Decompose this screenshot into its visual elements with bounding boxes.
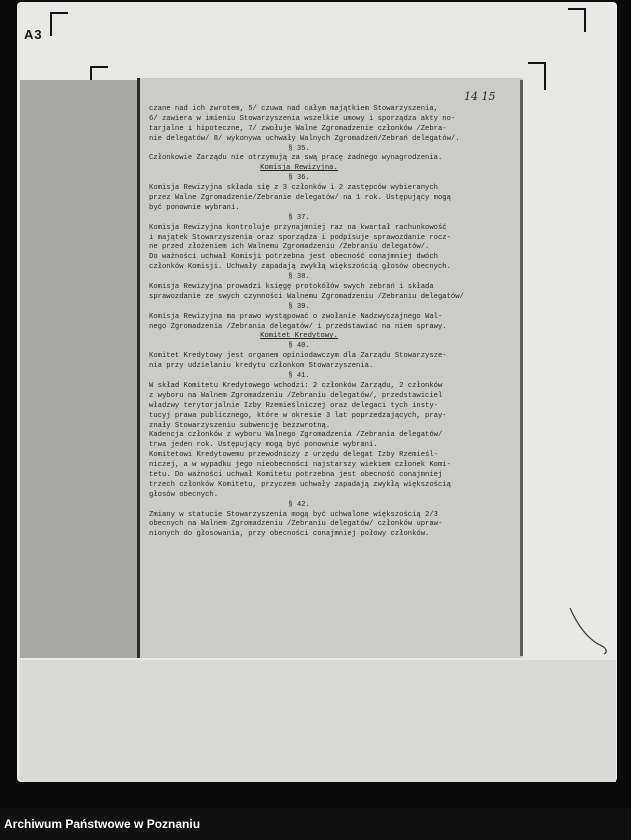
text-line: i majątek Stowarzyszenia oraz sporządza i podpisuje sprawozdanie rocz-: [149, 233, 451, 242]
text-line: członków Komisji. Uchwały zapadają zwykłą większością głosów obecnych.: [149, 263, 451, 272]
text-line: Członkowie Zarządu nie otrzymują za swą pracę żadnego wynagrodzenia.: [149, 154, 443, 163]
text-line: władzwy terytorjalnie Izby Rzemieślniczej oraz delegaci tych insty-: [149, 401, 438, 410]
text-line: tucyj prawa publicznego, które w okresie 3 lat poprzedzających, pray-: [149, 411, 447, 420]
text-line: Komitetowi Kredytowemu przewodniczy z urzędu delegat Izby Rzemieśl-: [149, 451, 438, 460]
text-line: tetu. Do ważności uchwał Komitetu potrzebna jest obecność conajmniej: [149, 470, 443, 479]
text-line: przez Walne Zgromadzenie/Zebranie delegatów/ na 1 rok. Ustępujący mogą: [149, 194, 451, 203]
text-line: czane nad ich zwrotem, 5/ czuwa nad całym majątkiem Stowarzyszenia,: [149, 105, 438, 113]
text-line: W skład Komitetu Kredytowego wchodzi: 2 członków Zarządu, 2 członków: [149, 381, 443, 390]
section-heading: [149, 332, 449, 342]
text-line: głosów obecnych.: [149, 490, 219, 499]
section-number: § 35.: [288, 144, 310, 153]
page-number: 14 15: [464, 90, 496, 103]
text-line: sprawozdanie ze swych czynności Walnemu Zgromadzeniu /Zebraniu delegatów/: [149, 292, 464, 301]
corner-mark-top-right: [568, 8, 586, 32]
left-page-shadow: [20, 80, 138, 658]
corner-mark-sheet-left: [90, 66, 108, 80]
frame-label: A3: [24, 27, 43, 42]
corner-mark-sheet-right: [528, 62, 546, 90]
heading-komisja-rewizyjna: Komisja Rewizyjna.: [260, 164, 338, 173]
text-line: 6/ zawiera w imieniu Stowarzyszenia wszelkie umowy i sporządza akty no-: [149, 114, 456, 123]
text-line: z wyboru na Walnem Zgromadzeniu /Zebraniu delegatów/, przedstawiciel: [149, 391, 443, 400]
heading-komitet-kredytowy: Komitet Kredytowy.: [260, 332, 338, 341]
text-line: Komisja Rewizyjna prowadzi księgę protokółów swych zebrań i składa: [149, 283, 434, 292]
text-line: trwa jeden rok. Ustępujący mogą być ponownie wybrani.: [149, 441, 378, 450]
text-line: niczej, a w wypadku jego nieobecności najstarszy wiekiem członek Komi-: [149, 461, 451, 470]
section-number: § 41.: [288, 372, 310, 381]
text-line: nionych do głosowania, przy obecności conajmniej połowy członków.: [149, 530, 430, 539]
text-line: nia przy udzielaniu kredytu członkom Stowarzyszenia.: [149, 362, 374, 371]
text-line: znały Stowarzyszeniu subwencję bezzwrotną.: [149, 421, 331, 430]
text-line: Komisja Rewizyjna ma prawo wystąpować o zwołanie Nadzwyczajnego Wal-: [149, 312, 443, 321]
statute-text: [149, 105, 519, 540]
text-line: nie delegatów/ 8/ wykonywa uchwały Walnych Zgromadzeń/Zebrań delegatów/.: [149, 134, 460, 143]
text-line: Zmiany w statucie Stowarzyszenia mogą być uchwalone większością 2/3: [149, 510, 438, 519]
archive-credit: Archiwum Państwowe w Poznaniu: [4, 817, 201, 831]
text-line: Komisja Rewizyjna kontroluje przynajmniej raz na kwartał rachunkowość: [149, 223, 447, 232]
text-line: nego Zgromadzenia /Zebrania delegatów/ i przedstawiać na niem sprawy.: [149, 322, 447, 331]
text-line: tarjalne i hipoteczne, 7/ zwołuje Walne Zgromadzenie członków /Zebra-: [149, 124, 447, 133]
text-line: ne przed złożeniem ich Walnemu Zgromadzeniu /Zebraniu delegatów/.: [149, 243, 430, 252]
section-number: § 40.: [288, 342, 310, 351]
section-heading: [149, 164, 449, 174]
text-line: obecnych na Walnem Zgromadzeniu /Zebraniu delegatów/ członków upraw-: [149, 520, 443, 529]
section-number: § 36.: [288, 174, 310, 183]
text-line: Do ważności uchwał Komisji potrzebna jest obecność conajmniej dwóch: [149, 253, 438, 262]
section-number: § 38.: [288, 273, 310, 282]
sheet-right-edge: [520, 80, 523, 656]
text-line: Komisja Rewizyjna składa się z 3 członków i 2 zastępców wybieranych: [149, 184, 438, 193]
plate-lower-area: [20, 660, 616, 782]
text-line: Kadencja członków z wyboru Walnego Zgromadzenia /Zebrania delegatów/: [149, 431, 443, 440]
paper-curl-mark: [568, 606, 608, 656]
corner-mark-top-left: [50, 12, 68, 36]
text-line: trzech członków Komitetu, przyczem uchwały zapadają zwykłą większością: [149, 480, 451, 489]
section-number: § 37.: [288, 213, 310, 222]
text-line: Komitet Kredytowy jest organem opiniodawczym dla Zarządu Stowarzysze-: [149, 352, 447, 361]
section-number: § 39.: [288, 302, 310, 311]
text-line: być ponownie wybrani.: [149, 203, 240, 212]
section-number: § 42.: [288, 500, 310, 509]
